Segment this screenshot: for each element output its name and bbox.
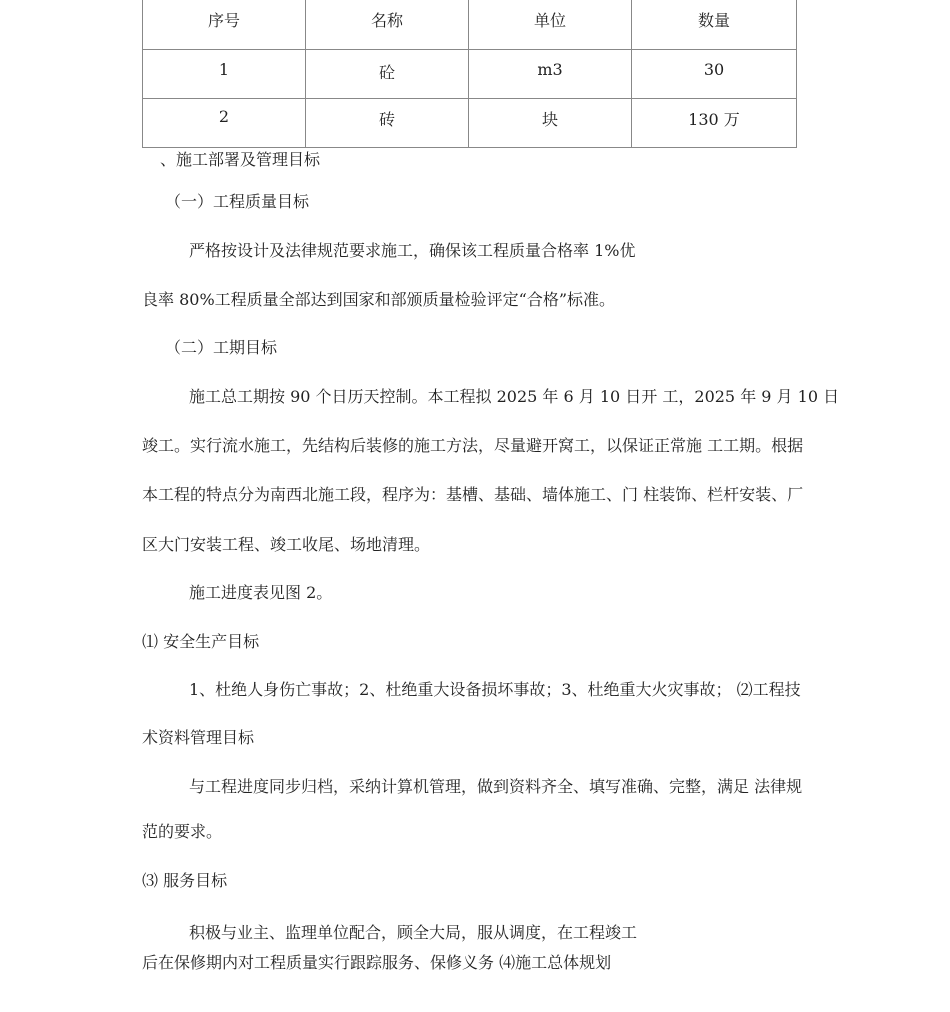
table-cell: m3 [469, 49, 632, 98]
paragraph-line: 竣工。实行流水施工，先结构后装修的施工方法，尽量避开窝工，以保证正常施 工工期。根据 [142, 436, 804, 455]
table-cell: 砼 [306, 49, 469, 98]
header-cell-name: 名称 [306, 0, 469, 49]
paragraph-line: 1、杜绝人身伤亡事故；2、杜绝重大设备损坏事故；3、杜绝重大火灾事故； ⑵工程技 [189, 680, 801, 699]
table-row [143, 49, 797, 98]
section-heading: 、施工部署及管理目标 [160, 150, 321, 169]
paragraph-line: 与工程进度同步归档，采纳计算机管理，做到资料齐全、填写准确、完整，满足 法律规 [189, 777, 803, 796]
paragraph-line: 范的要求。 [142, 822, 223, 841]
table-cell: 130 万 [632, 98, 797, 147]
header-cell-quantity: 数量 [632, 0, 797, 49]
header-cell-unit: 单位 [469, 0, 632, 49]
paragraph-line: 后在保修期内对工程质量实行跟踪服务、保修义务 ⑷施工总体规划 [142, 953, 612, 972]
paragraph-line: 本工程的特点分为南西北施工段，程序为：基槽、基础、墙体施工、门 柱装饰、栏杆安装、厂 [142, 485, 804, 504]
subsection-heading: ⑴ 安全生产目标 [142, 632, 260, 651]
table-cell: 2 [143, 98, 306, 147]
table-row [143, 98, 797, 147]
subsection-heading: ⑶ 服务目标 [142, 871, 228, 890]
paragraph-line: 施工进度表见图 2。 [189, 583, 333, 602]
table-cell: 块 [469, 98, 632, 147]
table-cell: 砖 [306, 98, 469, 147]
paragraph-line: 术资料管理目标 [142, 728, 255, 747]
paragraph-line: 良率 80%工程质量全部达到国家和部颁质量检验评定“合格”标准。 [142, 290, 616, 309]
table-header-row [143, 0, 797, 49]
materials-table [142, 0, 797, 148]
paragraph-line: 积极与业主、监理单位配合，顾全大局，服从调度，在工程竣工 [189, 923, 638, 942]
header-cell-index: 序号 [143, 0, 306, 49]
table-cell: 30 [632, 49, 797, 98]
paragraph-line: 施工总工期按 90 个日历天控制。本工程拟 2025 年 6 月 10 日开 工，2025 年 9 月 10 日 [189, 387, 840, 406]
paragraph-line: 严格按设计及法律规范要求施工，确保该工程质量合格率 1%优 [189, 241, 636, 260]
table-cell: 1 [143, 49, 306, 98]
paragraph-line: 区大门安装工程、竣工收尾、场地清理。 [142, 535, 431, 554]
subsection-heading: （一）工程质量目标 [165, 192, 310, 211]
subsection-heading: （二）工期目标 [165, 338, 278, 357]
